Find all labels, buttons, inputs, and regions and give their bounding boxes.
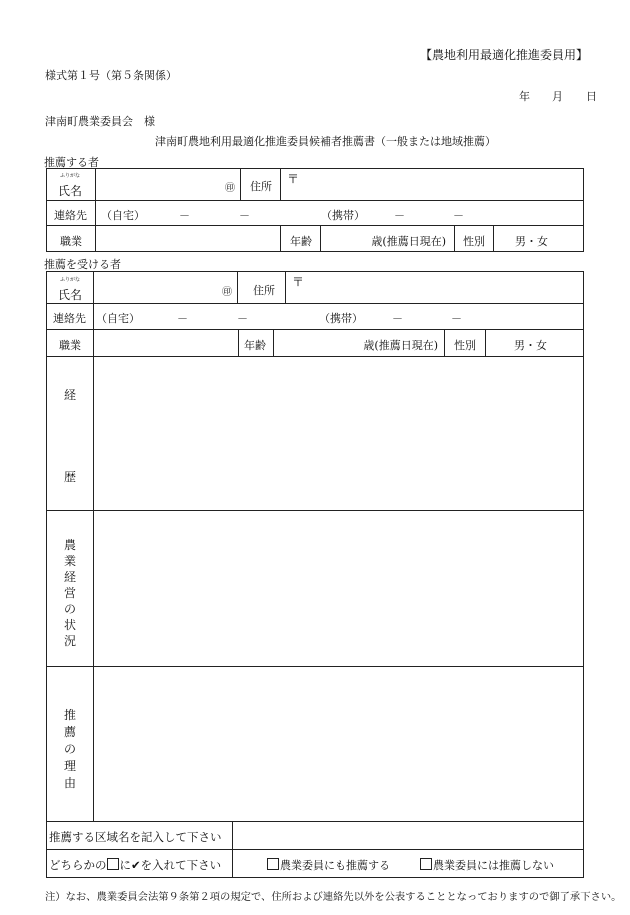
name-label: 氏名 (58, 288, 83, 302)
candidate-contact-field[interactable] (93, 303, 584, 330)
farm-status-label-cell (46, 510, 94, 667)
gender-label: 性別 (454, 339, 476, 352)
date-year-label: 年 (519, 90, 530, 103)
contact-label: 連絡先 (53, 312, 86, 325)
farm-status-label-char: の (63, 602, 76, 616)
history-label-cell (46, 356, 94, 511)
farm-status-label-char: 経 (63, 570, 76, 584)
seal-mark: ㊞ (225, 183, 235, 194)
dash: － (453, 209, 464, 222)
reason-label-char: の (63, 742, 76, 756)
recommender-name-field[interactable] (95, 168, 241, 201)
addressee: 津南町農業委員会 様 (45, 115, 155, 128)
recommender-gender-label-cell (454, 225, 494, 252)
mobile-phone-label: （携帯） (319, 312, 363, 325)
choice-mid: に (119, 858, 131, 872)
seal-mark: ㊞ (222, 287, 232, 298)
dash: － (179, 209, 190, 222)
gender-label: 性別 (463, 235, 485, 248)
candidate-gender-field[interactable] (485, 329, 584, 357)
choice-instruction-cell (46, 849, 233, 878)
choice-options-cell (232, 849, 584, 878)
candidate-address-label-cell (237, 271, 286, 304)
farm-status-label-char: 業 (63, 554, 76, 568)
name-label: 氏名 (58, 184, 83, 198)
candidate-address-field[interactable] (285, 271, 584, 304)
option-not-recommend[interactable] (420, 857, 554, 873)
option-recommend-both-label: 農業委員にも推薦する (280, 859, 390, 872)
recommender-occupation-field[interactable] (95, 225, 281, 252)
recommender-age-label-cell (280, 225, 321, 252)
committee-use-label: 【農地利用最適化推進委員用】 (419, 48, 588, 62)
farm-status-field[interactable] (93, 510, 584, 667)
choice-instruction (49, 857, 221, 873)
option-recommend-both[interactable] (267, 857, 390, 873)
candidate-occupation-field[interactable] (93, 329, 239, 357)
postal-mark: 〒 (287, 172, 300, 186)
home-phone-label: （自宅） (101, 209, 145, 222)
farm-status-label-char: 農 (63, 538, 76, 552)
date-day-label: 日 (586, 90, 597, 103)
furigana-label: ふりがな (60, 173, 81, 179)
dash: － (177, 312, 188, 325)
farm-status-label-char: 状 (63, 618, 76, 632)
recommender-address-field[interactable] (280, 168, 584, 201)
age-label: 年齢 (290, 235, 312, 248)
candidate-age-label-cell (238, 329, 274, 357)
recommender-contact-label-cell (46, 200, 96, 226)
candidate-age-field[interactable] (273, 329, 445, 357)
candidate-section-label: 推薦を受ける者 (44, 258, 121, 271)
candidate-occupation-label-cell (46, 329, 94, 357)
recommender-contact-field[interactable] (95, 200, 584, 226)
recommender-occupation-label-cell (46, 225, 96, 252)
history-label-char: 経 (63, 388, 76, 402)
gender-options: 男・女 (514, 339, 547, 352)
area-field[interactable] (232, 821, 584, 850)
checkbox-icon[interactable] (267, 858, 279, 870)
occupation-label: 職業 (60, 235, 82, 248)
contact-label: 連絡先 (54, 209, 87, 222)
farm-status-label-char: 営 (63, 586, 76, 600)
reason-field[interactable] (93, 666, 584, 822)
history-field[interactable] (93, 356, 584, 511)
candidate-gender-label-cell (444, 329, 486, 357)
dash: － (239, 209, 250, 222)
dash: － (237, 312, 248, 325)
reason-label-char: 理 (63, 759, 76, 773)
age-unit: 歳(推薦日現在) (363, 339, 438, 352)
reason-label-char: 薦 (63, 725, 76, 739)
farm-status-label-char: 況 (63, 634, 76, 648)
age-label: 年齢 (244, 339, 266, 352)
history-label-char: 歴 (63, 470, 76, 484)
candidate-contact-label-cell (46, 303, 94, 330)
furigana-label: ふりがな (60, 277, 81, 283)
home-phone-label: （自宅） (96, 312, 140, 325)
checkbox-icon (107, 858, 119, 870)
postal-mark: 〒 (292, 275, 305, 289)
age-unit: 歳(推薦日現在) (371, 235, 446, 248)
area-label-cell (46, 821, 233, 850)
recommender-gender-field[interactable] (493, 225, 584, 252)
candidate-name-label-cell (46, 271, 94, 304)
check-mark-icon: ✔ (131, 858, 141, 872)
address-label: 住所 (250, 180, 272, 193)
footnote: 注）なお、農業委員会法第９条第２項の規定で、住所および連絡先以外を公表することとなっておりますので御了承下さい。 (45, 891, 622, 903)
choice-pre: どちらかの (49, 858, 107, 872)
recommender-section-label: 推薦する者 (44, 156, 99, 169)
checkbox-icon[interactable] (420, 858, 432, 870)
reason-label-char: 由 (63, 776, 76, 790)
recommender-name-label-cell (46, 168, 96, 201)
recommender-address-label-cell (240, 168, 281, 201)
mobile-phone-label: （携帯） (321, 209, 365, 222)
gender-options: 男・女 (515, 235, 548, 248)
reason-label-cell (46, 666, 94, 822)
date-month-label: 月 (552, 90, 563, 103)
candidate-name-field[interactable] (93, 271, 238, 304)
choice-post: を入れて下さい (140, 858, 222, 872)
dash: － (392, 312, 403, 325)
reason-label-char: 推 (63, 708, 76, 722)
form-number: 様式第１号（第５条関係） (45, 69, 177, 82)
document-title: 津南町農地利用最適化推進委員候補者推薦書（一般または地域推薦） (155, 135, 496, 148)
dash: － (451, 312, 462, 325)
recommender-age-field[interactable] (320, 225, 455, 252)
occupation-label: 職業 (59, 339, 81, 352)
address-label: 住所 (253, 284, 275, 297)
dash: － (394, 209, 405, 222)
area-label: 推薦する区域名を記入して下さい (49, 830, 222, 844)
option-not-recommend-label: 農業委員には推薦しない (433, 859, 554, 872)
